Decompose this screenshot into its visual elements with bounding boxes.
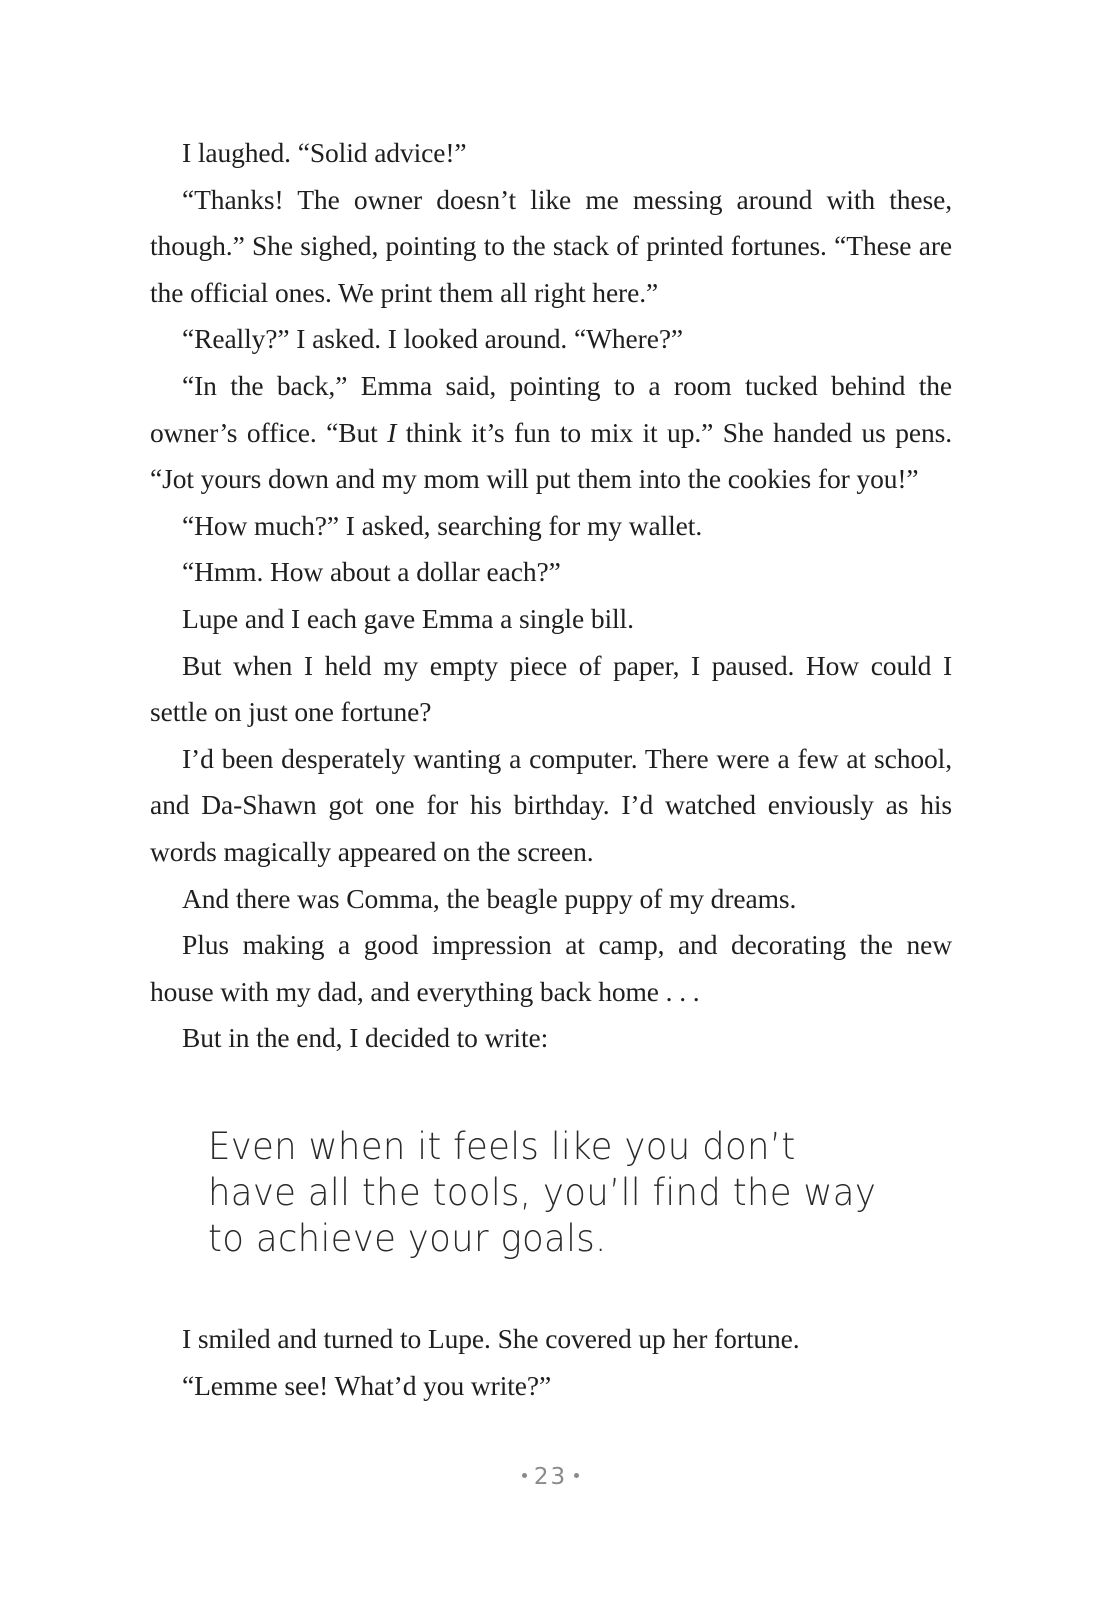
paragraph: Plus making a good impression at camp, and decorating the new house with my dad, and everything back home . . . [150,929,952,1007]
bullet-dot-icon [522,1473,527,1478]
fortune-line: Even when it feels like you don’t [208,1125,796,1168]
fortune-line: have all the tools, you’ll find the way [208,1171,877,1214]
paragraph: “Hmm. How about a dollar each?” [182,556,561,588]
emphasis-text: I [387,416,397,448]
paragraph: But in the end, I decided to write: [182,1022,549,1054]
bullet-dot-icon [574,1473,579,1478]
paragraph-text: “Thanks! The owner doesn’t like me messing around with these, though.” She sighed, pointing to the stack of printed fortunes. “These are the official ones. We print them all right here.” [150,183,952,308]
paragraph: I’d been desperately wanting a computer. There were a few at school, and Da-Shawn got one for his birthday. I’d watched enviously as his words magically appeared on the screen. [150,742,952,867]
paragraph: “Really?” I asked. I looked around. “Where?” [182,323,684,355]
paragraph [150,177,952,317]
handwritten-fortune [208,1124,880,1262]
paragraph-text: think it’s fun to mix it up.” She handed us pens. “Jot yours down and my mom will put them into the cookies for you!” [150,416,953,495]
paragraph [150,363,952,503]
body-text-bottom [150,1316,952,1409]
page-number [0,1464,1101,1490]
paragraph-text: “In the back,” Emma said, pointing to a room tucked behind the owner’s office. “But [150,369,952,448]
paragraph: Lupe and I each gave Emma a single bill. [182,602,634,634]
paragraph: “Lemme see! What’d you write?” [182,1369,552,1401]
body-text-top [150,130,952,1062]
paragraph: I laughed. “Solid advice!” [182,137,467,168]
paragraph: And there was Comma, the beagle puppy of my dreams. [182,882,797,914]
paragraph: I smiled and turned to Lupe. She covered up her fortune. [182,1323,800,1354]
page-number-text: 23 [533,1464,568,1490]
paragraph: But when I held my empty piece of paper, I paused. How could I settle on just one fortune? [150,649,952,728]
paragraph: “How much?” I asked, searching for my wallet. [182,509,703,541]
fortune-line: to achieve your goals. [208,1217,607,1260]
